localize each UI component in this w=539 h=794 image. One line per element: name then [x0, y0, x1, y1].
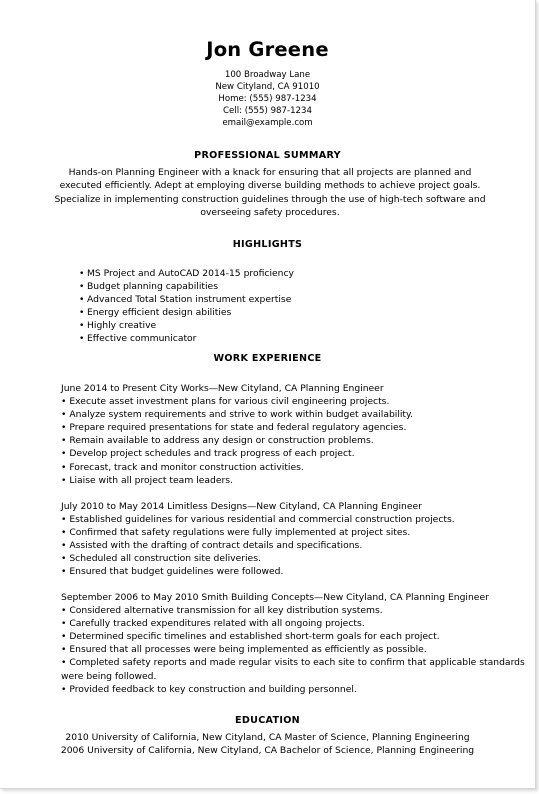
- candidate-name: Jon Greene: [206, 38, 329, 61]
- highlight-item: • Highly creative: [79, 319, 294, 332]
- summary-text: Hands-on Planning Engineer with a knack for ensuring that all projects are planned and executed efficiently. Adept at employing diverse building methods to achieve project goals. Specialize in implementing construction guidelines through the use of high-tech software and overseeing safety procedures.: [54, 167, 486, 219]
- education-list: [0, 732, 535, 757]
- education-entry: 2010 University of California, New Cityland, CA Master of Science, Planning Engineering: [65, 732, 470, 743]
- job-bullet: • Analyze system requirements and strive to work within budget availability.: [61, 408, 413, 421]
- summary-heading: PROFESSIONAL SUMMARY: [194, 150, 341, 161]
- job-bullet: • Prepare required presentations for state and federal regulatory agencies.: [61, 421, 413, 434]
- job-bullet: • Forecast, track and monitor construction activities.: [61, 461, 413, 474]
- contact-cell-phone: Cell: (555) 987-1234: [223, 106, 312, 116]
- job-bullet: • Remain available to address any design or construction problems.: [61, 434, 413, 447]
- highlight-item: • MS Project and AutoCAD 2014-15 proficiency: [79, 267, 294, 280]
- job-bullets: [61, 604, 539, 696]
- contact-address: 100 Broadway Lane: [224, 70, 311, 80]
- job-bullet: • Confirmed that safety regulations were fully implemented at project sites.: [61, 526, 455, 539]
- contact-home-phone: Home: (555) 987-1234: [218, 94, 317, 104]
- job-bullet: • Ensured that all processes were being implemented as efficiently as possible.: [61, 643, 539, 656]
- job-title: July 2010 to May 2014 Limitless Designs—New Cityland, CA Planning Engineer: [61, 501, 422, 512]
- highlight-item: • Effective communicator: [79, 332, 294, 345]
- job-bullet: • Execute asset investment plans for various civil engineering projects.: [61, 395, 413, 408]
- job-bullet: • Ensured that budget guidelines were followed.: [61, 565, 455, 578]
- contact-city: New Cityland, CA 91010: [215, 82, 320, 92]
- job-bullet: • Liaise with all project team leaders.: [61, 474, 413, 487]
- job-entry: [61, 382, 413, 487]
- job-bullet: • Carefully tracked expenditures related with all ongoing projects.: [61, 617, 539, 630]
- job-bullet: • Scheduled all construction site deliveries.: [61, 552, 455, 565]
- education-heading: EDUCATION: [234, 715, 301, 726]
- job-title: September 2006 to May 2010 Smith Building Concepts—New Cityland, CA Planning Engineer: [61, 592, 489, 603]
- job-title: June 2014 to Present City Works—New Cityland, CA Planning Engineer: [61, 383, 384, 394]
- highlight-item: • Advanced Total Station instrument expertise: [79, 293, 294, 306]
- contact-email: email@example.com: [222, 118, 313, 128]
- highlights-heading: HIGHLIGHTS: [232, 239, 303, 250]
- contact-block: [0, 69, 535, 129]
- job-bullet: • Completed safety reports and made regular visits to each site to confirm that applicable standards were being followed.: [61, 656, 539, 682]
- job-bullet: • Assisted with the drafting of contract details and specifications.: [61, 539, 455, 552]
- highlight-item: • Budget planning capabilities: [79, 280, 294, 293]
- job-entry: [61, 500, 455, 579]
- highlight-item: • Energy efficient design abilities: [79, 306, 294, 319]
- highlights-list: [79, 267, 294, 346]
- job-bullet: • Provided feedback to key construction and building personnel.: [61, 683, 539, 696]
- education-entry: 2006 University of California, New Cityland, CA Bachelor of Science, Planning Engineering: [60, 744, 475, 756]
- job-bullet: • Considered alternative transmission for all key distribution systems.: [61, 604, 539, 617]
- experience-heading: WORK EXPERIENCE: [213, 353, 322, 364]
- job-bullet: • Established guidelines for various residential and commercial construction projects.: [61, 513, 455, 526]
- job-bullets: [61, 513, 455, 578]
- job-bullets: [61, 395, 413, 487]
- job-bullet: • Develop project schedules and track progress of each project.: [61, 447, 413, 460]
- job-bullet: • Determined specific timelines and established short-term goals for each project.: [61, 630, 539, 643]
- job-entry: [61, 591, 539, 696]
